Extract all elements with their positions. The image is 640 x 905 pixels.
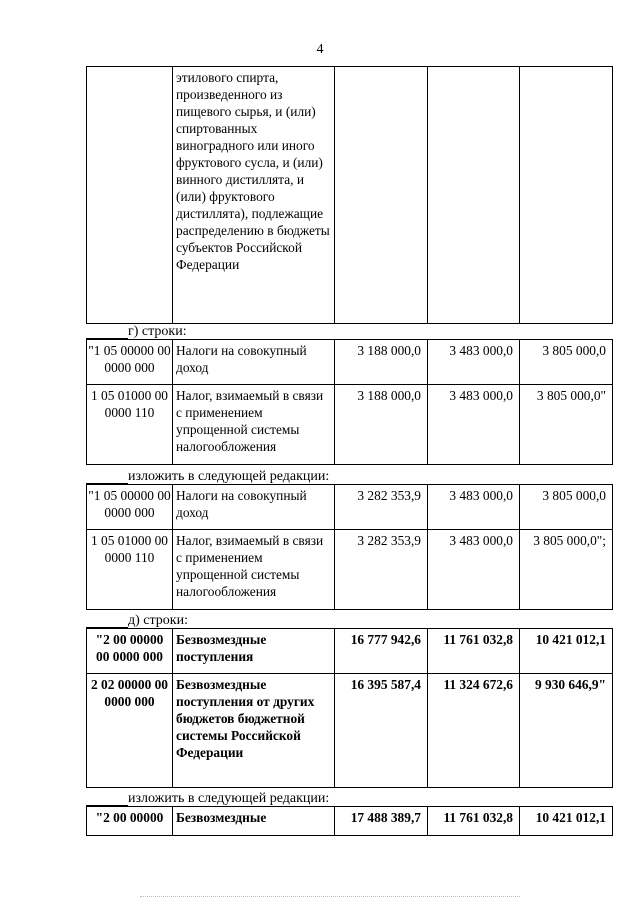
code-cell: "2 00 00000 00 0000 000 <box>87 629 173 674</box>
section-e-replace-caption: изложить в следующей редакции: <box>128 791 330 806</box>
table-row <box>87 340 613 385</box>
name-cell: Безвозмездные <box>173 807 335 836</box>
value-cell: 3 805 000,0 <box>520 340 613 385</box>
code-cell: "1 05 00000 00 0000 000 <box>87 485 173 530</box>
value-cell: 3 483 000,0 <box>428 385 520 465</box>
table-row <box>87 385 613 465</box>
value-cell: 3 483 000,0 <box>428 340 520 385</box>
name-cell: Налог, взимаемый в связи с применением упрощенной системы налогообложения <box>173 530 335 610</box>
page-number: 4 <box>316 42 324 57</box>
value-cell: 16 395 587,4 <box>335 674 428 788</box>
name-cell: Налог, взимаемый в связи с применением упрощенной системы налогообложения <box>173 385 335 465</box>
value-cell: 11 761 032,8 <box>428 807 520 836</box>
value-cell: 3 805 000,0 <box>520 485 613 530</box>
section-d-caption: г) строки: <box>128 324 187 339</box>
value-cell: 16 777 942,6 <box>335 629 428 674</box>
section-d-old-table <box>86 339 613 465</box>
section-e-caption: д) строки: <box>128 613 188 628</box>
section-e-old-table <box>86 628 613 788</box>
table-row <box>87 485 613 530</box>
table-row <box>87 674 613 788</box>
value-cell: 3 483 000,0 <box>428 530 520 610</box>
table-row <box>87 530 613 610</box>
table-row <box>87 67 613 324</box>
value-cell <box>520 67 613 324</box>
section-d-replace-caption: изложить в следующей редакции: <box>128 469 330 484</box>
value-cell: 17 488 389,7 <box>335 807 428 836</box>
section-d-new-table <box>86 484 613 610</box>
code-cell: "2 00 00000 <box>87 807 173 836</box>
name-cell: этилового спирта, произведенного из пищевого сырья, и (или) спиртованных виноградного или иного фруктового сусла, и (или) винного дистиллята, и (или) фруктового дистиллята), подлежащие распределению в бюджеты субъектов Российской Федерации <box>173 67 335 324</box>
value-cell: 3 282 353,9 <box>335 485 428 530</box>
value-cell: 3 282 353,9 <box>335 530 428 610</box>
value-cell: 3 805 000,0" <box>520 385 613 465</box>
value-cell: 3 188 000,0 <box>335 385 428 465</box>
name-cell: Безвозмездные поступления <box>173 629 335 674</box>
code-cell: 1 05 01000 00 0000 110 <box>87 385 173 465</box>
code-cell: "1 05 00000 00 0000 000 <box>87 340 173 385</box>
code-cell: 1 05 01000 00 0000 110 <box>87 530 173 610</box>
code-cell: 2 02 00000 00 0000 000 <box>87 674 173 788</box>
continuation-table <box>86 66 613 324</box>
value-cell: 3 188 000,0 <box>335 340 428 385</box>
table-row <box>87 807 613 836</box>
value-cell: 10 421 012,1 <box>520 807 613 836</box>
code-cell <box>87 67 173 324</box>
table-row <box>87 629 613 674</box>
name-cell: Налоги на совокупный доход <box>173 485 335 530</box>
value-cell <box>428 67 520 324</box>
value-cell: 3 483 000,0 <box>428 485 520 530</box>
value-cell <box>335 67 428 324</box>
scan-artifact <box>140 896 520 897</box>
value-cell: 3 805 000,0"; <box>520 530 613 610</box>
name-cell: Налоги на совокупный доход <box>173 340 335 385</box>
value-cell: 9 930 646,9" <box>520 674 613 788</box>
section-e-new-table <box>86 806 613 836</box>
value-cell: 11 324 672,6 <box>428 674 520 788</box>
name-cell: Безвозмездные поступления от других бюджетов бюджетной системы Российской Федерации <box>173 674 335 788</box>
value-cell: 11 761 032,8 <box>428 629 520 674</box>
value-cell: 10 421 012,1 <box>520 629 613 674</box>
